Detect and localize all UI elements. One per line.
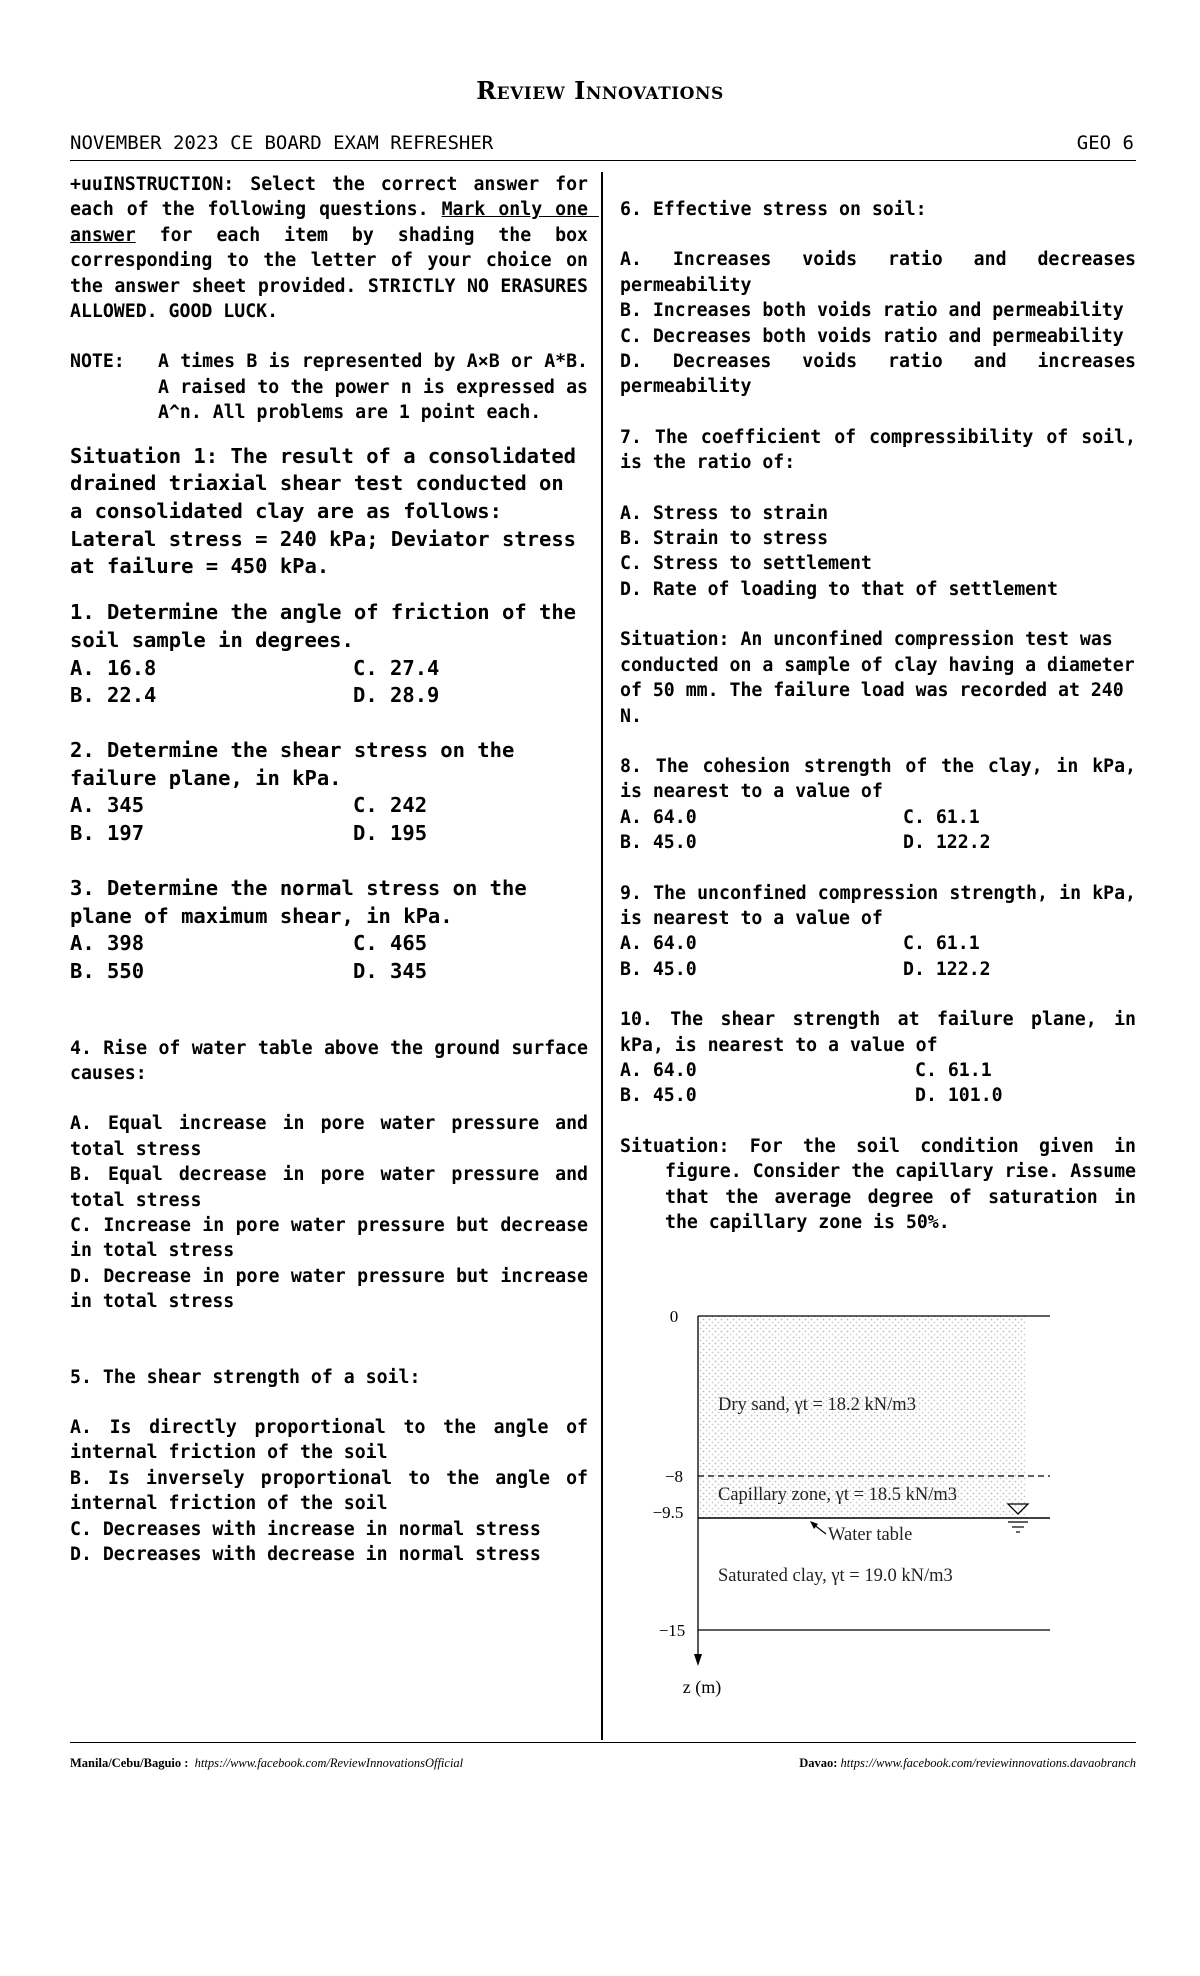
option: B. 45.0 xyxy=(620,1085,697,1107)
question-2-options xyxy=(70,792,588,847)
brand-title: Review Innovations xyxy=(476,76,724,105)
question-4-option-d: D. Decrease in pore water pressure but increase in total stress xyxy=(70,1265,599,1313)
question-10-options xyxy=(620,1058,1136,1109)
option: B. 197 xyxy=(70,821,145,846)
question-6-option-c: C. Decreases both voids ratio and permeability xyxy=(620,325,1124,347)
clay-label: Saturated clay, γt = 19.0 kN/m3 xyxy=(718,1566,953,1586)
instruction-text-end: for each item by shading the box corresponding to the letter of your choice on the answer sheet provided. STRICTLY NO ERASURES ALLOWED. GOOD LUCK. xyxy=(70,224,599,323)
option: B. 45.0 xyxy=(620,958,697,980)
option: D. 101.0 xyxy=(915,1085,1003,1107)
option: A. 398 xyxy=(70,931,145,956)
option: C. 242 xyxy=(353,793,428,818)
depth-0: 0 xyxy=(669,1307,679,1326)
footer-right xyxy=(799,1756,1136,1771)
question-6-option-a: A. Increases voids ratio and decreases permeability xyxy=(620,249,1147,296)
capillary-label: Capillary zone, γt = 18.5 kN/m3 xyxy=(718,1485,958,1505)
pointer-arrowhead-icon xyxy=(810,1521,818,1529)
question-10-stem: 10. The shear strength at failure plane, in kPa, is nearest to a value of xyxy=(620,1009,1147,1056)
question-5-option-a: A. Is directly proportional to the angle of internal friction of the soil xyxy=(70,1417,599,1464)
note-text: A times B is represented by A×B or A*B. A raised to the power n is expressed as A^n. All problems are 1 point each. xyxy=(158,351,599,424)
footer-right-link[interactable]: https://www.facebook.com/reviewinnovations.davaobranch xyxy=(840,1756,1136,1770)
column-divider xyxy=(601,172,603,1740)
dry-sand-label: Dry sand, γt = 18.2 kN/m3 xyxy=(718,1395,916,1415)
question-8-stem: 8. The cohesion strength of the clay, in kPa, is nearest to a value of xyxy=(620,755,1147,803)
question-7-option-d: D. Rate of loading to that of settlement xyxy=(620,578,1058,600)
option: D. 122.2 xyxy=(903,832,991,854)
question-7-option-b: B. Strain to stress xyxy=(620,528,829,550)
question-3-stem: 3. Determine the normal stress on the plane of maximum shear, in kPa. xyxy=(70,875,539,928)
question-5-stem: 5. The shear strength of a soil: xyxy=(70,1366,421,1388)
option: A. 64.0 xyxy=(620,1059,697,1081)
question-4-option-b: B. Equal decrease in pore water pressure and total stress xyxy=(70,1164,599,1211)
situation-2: Situation: An unconfined compression test was conducted on a sample of clay having a diameter of 50 mm. The failure load was recorded at 240 N. xyxy=(620,629,1146,727)
water-table-label: Water table xyxy=(828,1525,913,1545)
option: A. 345 xyxy=(70,793,145,818)
soil-profile-figure xyxy=(630,1300,1090,1720)
depth-8: −8 xyxy=(664,1467,684,1486)
question-4-option-c: C. Increase in pore water pressure but decrease in total stress xyxy=(70,1215,599,1262)
question-9-stem: 9. The unconfined compression strength, in kPa, is nearest to a value of xyxy=(620,882,1147,929)
axis-arrow-icon xyxy=(694,1654,702,1666)
left-column xyxy=(70,172,599,1568)
question-7-option-a: A. Stress to strain xyxy=(620,502,829,524)
question-1-stem: 1. Determine the angle of friction of the soil sample in degrees. xyxy=(70,600,589,652)
question-9-options xyxy=(620,931,1136,982)
question-5-option-d: D. Decreases with decrease in normal stress xyxy=(70,1544,541,1566)
footer-rule xyxy=(70,1742,1136,1743)
question-4-option-a: A. Equal increase in pore water pressure and total stress xyxy=(70,1113,599,1160)
depth-15: −15 xyxy=(658,1621,686,1640)
question-7-stem: 7. The coefficient of compressibility of soil, is the ratio of: xyxy=(620,426,1147,474)
option: A. 16.8 xyxy=(70,655,157,680)
footer-left-label: Manila/Cebu/Baguio : xyxy=(70,1756,189,1770)
instruction xyxy=(70,172,599,324)
instruction-text: +uuINSTRUCTION: Select the correct answer for each of the following questions. xyxy=(70,174,599,221)
question-1-options xyxy=(70,655,588,710)
note xyxy=(70,349,599,425)
option: C. 61.1 xyxy=(903,933,980,955)
depth-9-5: −9.5 xyxy=(652,1503,684,1522)
option: D. 28.9 xyxy=(353,683,440,708)
question-5-option-c: C. Decreases with increase in normal stress xyxy=(70,1518,541,1540)
right-column xyxy=(620,197,1147,1235)
question-3-options xyxy=(70,930,588,985)
option: B. 45.0 xyxy=(620,832,697,854)
question-5-option-b: B. Is inversely proportional to the angle of internal friction of the soil xyxy=(70,1467,599,1515)
option: C. 61.1 xyxy=(903,806,980,828)
header-course: NOVEMBER 2023 CE BOARD EXAM REFRESHER xyxy=(70,132,494,154)
instruction-emphasis: Mark only one answer xyxy=(70,199,599,246)
question-6-option-d: D. Decreases voids ratio and increases permeability xyxy=(620,351,1147,398)
question-2-stem: 2. Determine the shear stress on the failure plane, in kPa. xyxy=(70,737,527,790)
question-7-option-c: C. Stress to settlement xyxy=(620,553,872,575)
option: C. 61.1 xyxy=(915,1059,992,1081)
question-4-stem: 4. Rise of water table above the ground surface causes: xyxy=(70,1037,599,1085)
note-label: NOTE: xyxy=(70,351,125,373)
option: B. 22.4 xyxy=(70,683,157,708)
option: A. 64.0 xyxy=(620,933,697,955)
axis-label: z (m) xyxy=(682,1677,722,1697)
option: C. 465 xyxy=(353,931,428,956)
question-6-stem: 6. Effective stress on soil: xyxy=(620,199,927,220)
option: A. 64.0 xyxy=(620,806,697,828)
header-rule xyxy=(70,160,1136,161)
footer-right-label: Davao: xyxy=(799,1756,838,1770)
question-6-option-b: B. Increases both voids ratio and permeability xyxy=(620,300,1124,322)
situation-1: Situation 1: The result of a consolidated drained triaxial shear test conducted on a consolidated clay are as follows: Lateral stress = 240 kPa; Deviator stress at failure = 450 kPa. xyxy=(70,443,589,579)
situation-3: Situation: For the soil condition given in figure. Consider the capillary rise. Assume that the average degree of saturation in the capillary zone is 50%. xyxy=(620,1135,1147,1233)
header-code: GEO 6 xyxy=(1076,132,1134,154)
question-8-options xyxy=(620,805,1136,856)
footer-left xyxy=(70,1756,463,1771)
option: B. 550 xyxy=(70,958,145,983)
option: D. 195 xyxy=(353,821,428,846)
option: C. 27.4 xyxy=(353,655,440,680)
option: D. 345 xyxy=(353,958,428,983)
footer-left-link[interactable]: https://www.facebook.com/ReviewInnovationsOfficial xyxy=(194,1756,464,1770)
option: D. 122.2 xyxy=(903,958,991,980)
